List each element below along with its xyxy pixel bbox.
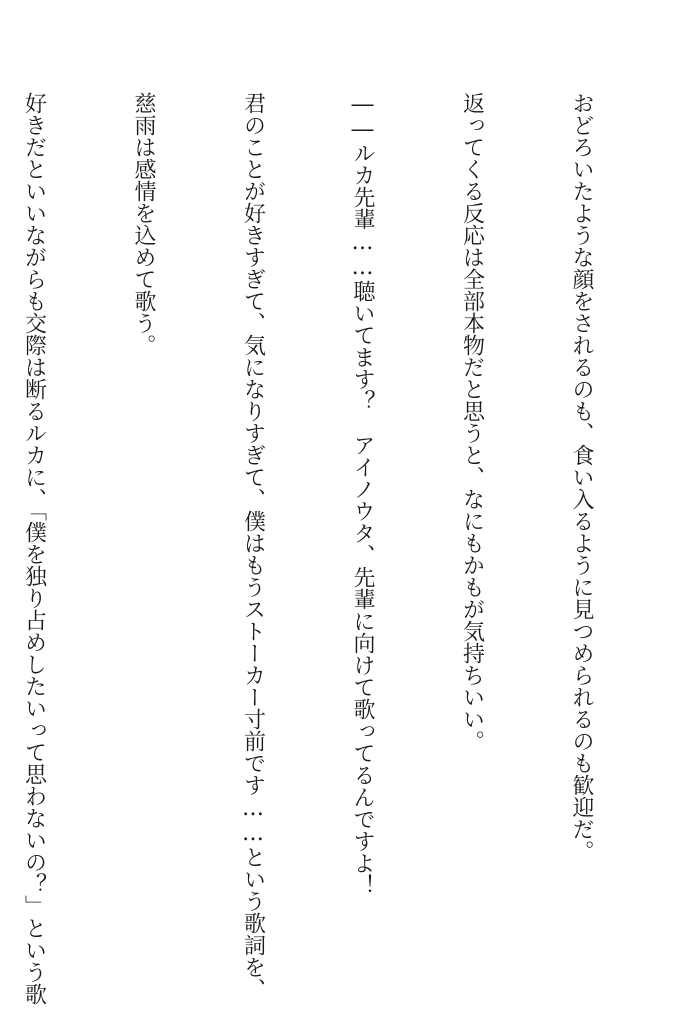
text-line: 返ってくる反応は全部本物だと思うと、なにもかもが気持ちいい。 bbox=[459, 92, 485, 752]
text-line: おどろいたような顔をされるのも、食い入るように見つめられるのも歓迎だ。 bbox=[569, 92, 594, 862]
text-line: 好きだといいながらも交際は断るルカに、「僕を独り占めしたいって思わないの？」という歌 bbox=[21, 92, 47, 1005]
text-line: 君のことが好きすぎて、気になりすぎて、僕はもうストーカー寸前です……という歌詞を、 bbox=[240, 92, 266, 1000]
vertical-text-body bbox=[0, 92, 672, 1005]
text-line: ――ルカ先輩……聴いてます？ アイノウタ、先輩に向けて歌ってるんですよ！ bbox=[350, 92, 375, 896]
text-line: 慈雨は感情を込めて歌う。 bbox=[131, 92, 156, 356]
